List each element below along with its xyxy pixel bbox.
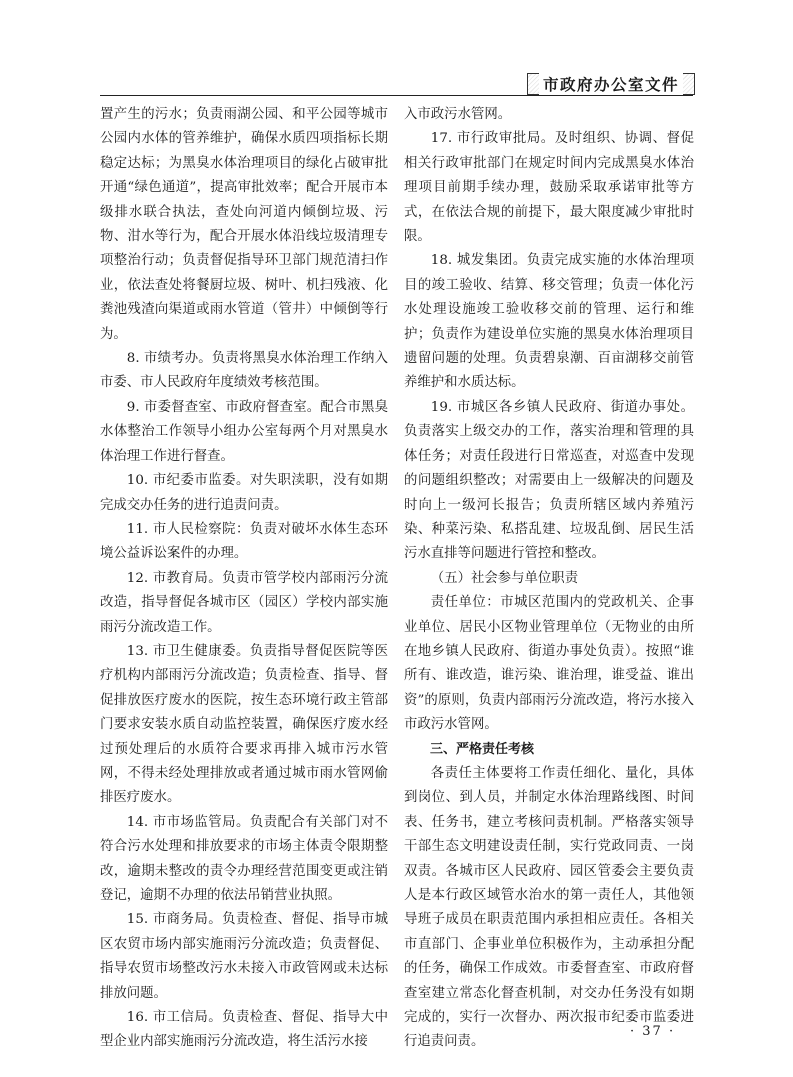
page-number: · 37 · [630, 1024, 676, 1039]
paragraph: 18. 城发集团。负责完成实施的水体治理项目的竣工验收、结算、移交管理；负责一体化污水处理设施竣工验收移交前的管理、运行和维护；负责作为建设单位实施的黑臭水体治理项目遗留问题的处理。负责碧泉潮、百亩湖移交前管养维护和水质达标。 [404, 253, 694, 391]
paragraph: 13. 市卫生健康委。负责指导督促医院等医疗机构内部雨污分流改造；负责检查、指导、督促排放医疗废水的医院，按生态环境行政主管部门要求安装水质自动监控装置，确保医疗废水经过预处理后的水质符合要求再排入城市污水管网，不得未经处理排放或者通过城市雨水管网偷排医疗废水。 [100, 643, 388, 806]
paragraph: 14. 市市场监管局。负责配合有关部门对不符合污水处理和排放要求的市场主体责令限期整改，逾期未整改的责令办理经营范围变更或注销登记，逾期不办理的依法吊销营业执照。 [100, 814, 388, 903]
paragraph: 入市政污水管网。 [404, 107, 512, 122]
paragraph: 16. 市工信局。负责检查、督促、指导大中型企业内部实施雨污分流改造，将生活污水接 [100, 1010, 388, 1050]
header-title: 市政府办公室文件 [539, 73, 683, 95]
paragraph: 9. 市委督查室、市政府督查室。配合市黑臭水体整治工作领导小组办公室每两个月对黑臭水体治理工作进行督查。 [100, 399, 388, 464]
right-column [404, 103, 694, 1055]
subsection-heading: （五）社会参与单位职责 [430, 570, 579, 586]
paragraph: 责任单位：市城区范围内的党政机关、企事业单位、居民小区物业管理单位（无物业的由所在地乡镇人民政府、街道办事处负责）。按照“谁所有、谁改造，谁污染、谁治理，谁受益、谁出资”的原则，负责内部雨污分流改造，将污水接入市政污水管网。 [404, 595, 694, 733]
paragraph: 8. 市绩考办。负责将黑臭水体治理工作纳入市委、市人民政府年度绩效考核范围。 [100, 351, 388, 391]
paragraph: 19. 市城区各乡镇人民政府、街道办事处。负责落实上级交办的工作，落实治理和管理的具体任务；对责任段进行日常巡查，对巡查中发现的问题组织整改；对需要由上一级解决的问题及时向上一级河长报告；负责所辖区域内养殖污染、种菜污染、私搭乱建、垃圾乱倒、居民生活污水直排等问题进行管控和整改。 [404, 399, 694, 562]
left-column [100, 103, 388, 1055]
paragraph: 置产生的污水；负责雨湖公园、和平公园等城市公园内水体的管养维护，确保水质四项指标长期稳定达标；为黑臭水体治理项目的绿化占破审批开通“绿色通道”，提高审批效率；配合开展市本级排水联合执法，查处向河道内倾倒垃圾、污物、泔水等行为，配合开展水体沿线垃圾清理专项整治行动；负责督促指导环卫部门规范清扫作业，依法查处将餐厨垃圾、树叶、机扫残液、化粪池残渣向渠道或雨水管道（管井）中倾倒等行为。 [100, 107, 388, 342]
paragraph: 10. 市纪委市监委。对失职渎职，没有如期完成交办任务的进行追责问责。 [100, 473, 388, 513]
paragraph: 各责任主体要将工作责任细化、量化，具体到岗位、到人员，并制定水体治理路线图、时间表、任务书，建立考核问责机制。严格落实领导干部生态文明建设责任制，实行党政同责、一岗双责。各城市区人民政府、园区管委会主要负责人是本行政区域管水治水的第一责任人，其他领导班子成员在职责范围内承担相应责任。各相关市直部门、企事业单位积极作为，主动承担分配的任务，确保工作成效。市委督查室、市政府督查室建立常态化督查机制，对交办任务没有如期完成的，实行一次督办、两次报市纪委市监委进行追责问责。 [404, 765, 694, 1050]
paragraph: 12. 市教育局。负责市管学校内部雨污分流改造，指导督促各城市区（园区）学校内部实施雨污分流改造工作。 [100, 570, 388, 635]
header-rule [100, 95, 693, 96]
paragraph: 11. 市人民检察院：负责对破坏水体生态环境公益诉讼案件的办理。 [100, 521, 388, 562]
paragraph: 17. 市行政审批局。及时组织、协调、督促相关行政审批部门在规定时间内完成黑臭水体治理项目前期手续办理，鼓励采取承诺审批等方式，在依法合规的前提下，最大限度减少审批时限。 [404, 131, 694, 245]
document-header [527, 73, 695, 95]
paragraph: 15. 市商务局。负责检查、督促、指导市城区农贸市场内部实施雨污分流改造；负责督促、指导农贸市场整改污水未接入市政管网或未达标排放问题。 [100, 912, 388, 1001]
section-heading: 三、严格责任考核 [430, 741, 535, 757]
